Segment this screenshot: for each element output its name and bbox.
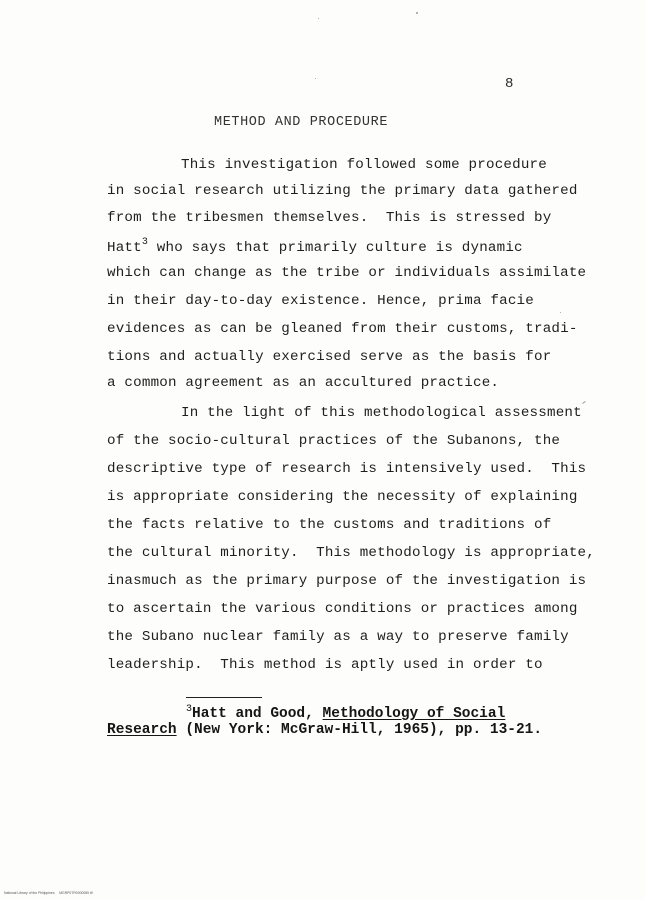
footnote-reference: 3	[141, 237, 149, 248]
body-line-17: to ascertain the various conditions or practices among	[107, 601, 578, 617]
scan-speck	[416, 12, 418, 14]
body-line-4-text: who says that primarily culture is dynamic	[148, 240, 523, 256]
scan-speck	[318, 18, 319, 19]
body-line-13: is appropriate considering the necessity of explaining	[107, 489, 578, 505]
scan-footer	[4, 891, 93, 895]
page-number: 8	[505, 76, 514, 92]
archive-code: MGRP0TR0000089 tif	[59, 891, 93, 895]
body-line-2: in social research utilizing the primary data gathered	[107, 183, 578, 199]
body-line-12: descriptive type of research is intensively used. This	[107, 461, 587, 477]
footnote-line-2	[107, 722, 542, 738]
archive-name: National Library of the Philippines	[4, 891, 55, 895]
body-line-6: in their day-to-day existence. Hence, prima facie	[107, 293, 534, 309]
body-line-19: leadership. This method is aptly used in order to	[107, 657, 543, 673]
body-line-4	[107, 237, 523, 256]
body-line-3: from the tribesmen themselves. This is stressed by	[107, 210, 552, 226]
footnote-mark: 3	[186, 704, 193, 715]
body-line-10: In the light of this methodological assessment	[181, 405, 582, 421]
footnote-divider	[186, 697, 262, 698]
scan-speck	[560, 312, 561, 313]
body-line-15: the cultural minority. This methodology is appropriate,	[107, 545, 595, 561]
body-line-14: the facts relative to the customs and traditions of	[107, 517, 552, 533]
body-line-18: the Subano nuclear family as a way to preserve family	[107, 629, 569, 645]
section-heading: METHOD AND PROCEDURE	[214, 115, 389, 130]
cited-author: Hatt	[107, 240, 142, 256]
body-line-9: a common agreement as an accultured practice.	[107, 375, 500, 391]
body-line-7: evidences as can be gleaned from their customs, tradi-	[107, 321, 578, 337]
footnote-title-1: Methodology of Social	[322, 706, 506, 722]
body-line-11: of the socio-cultural practices of the Subanons, the	[107, 433, 561, 449]
body-line-8: tions and actually exercised serve as the basis for	[107, 349, 552, 365]
scan-speck	[315, 78, 316, 79]
footnote-authors: Hatt and Good,	[192, 706, 323, 722]
footnote-title-2: Research	[107, 722, 177, 738]
body-line-16: inasmuch as the primary purpose of the investigation is	[107, 573, 587, 589]
scan-speck	[582, 401, 586, 404]
footnote-line-1	[186, 704, 505, 722]
footnote-publication: (New York: McGraw-Hill, 1965), pp. 13-21.	[176, 722, 543, 738]
body-line-1: This investigation followed some procedure	[181, 157, 547, 173]
body-line-5: which can change as the tribe or individuals assimilate	[107, 265, 587, 281]
